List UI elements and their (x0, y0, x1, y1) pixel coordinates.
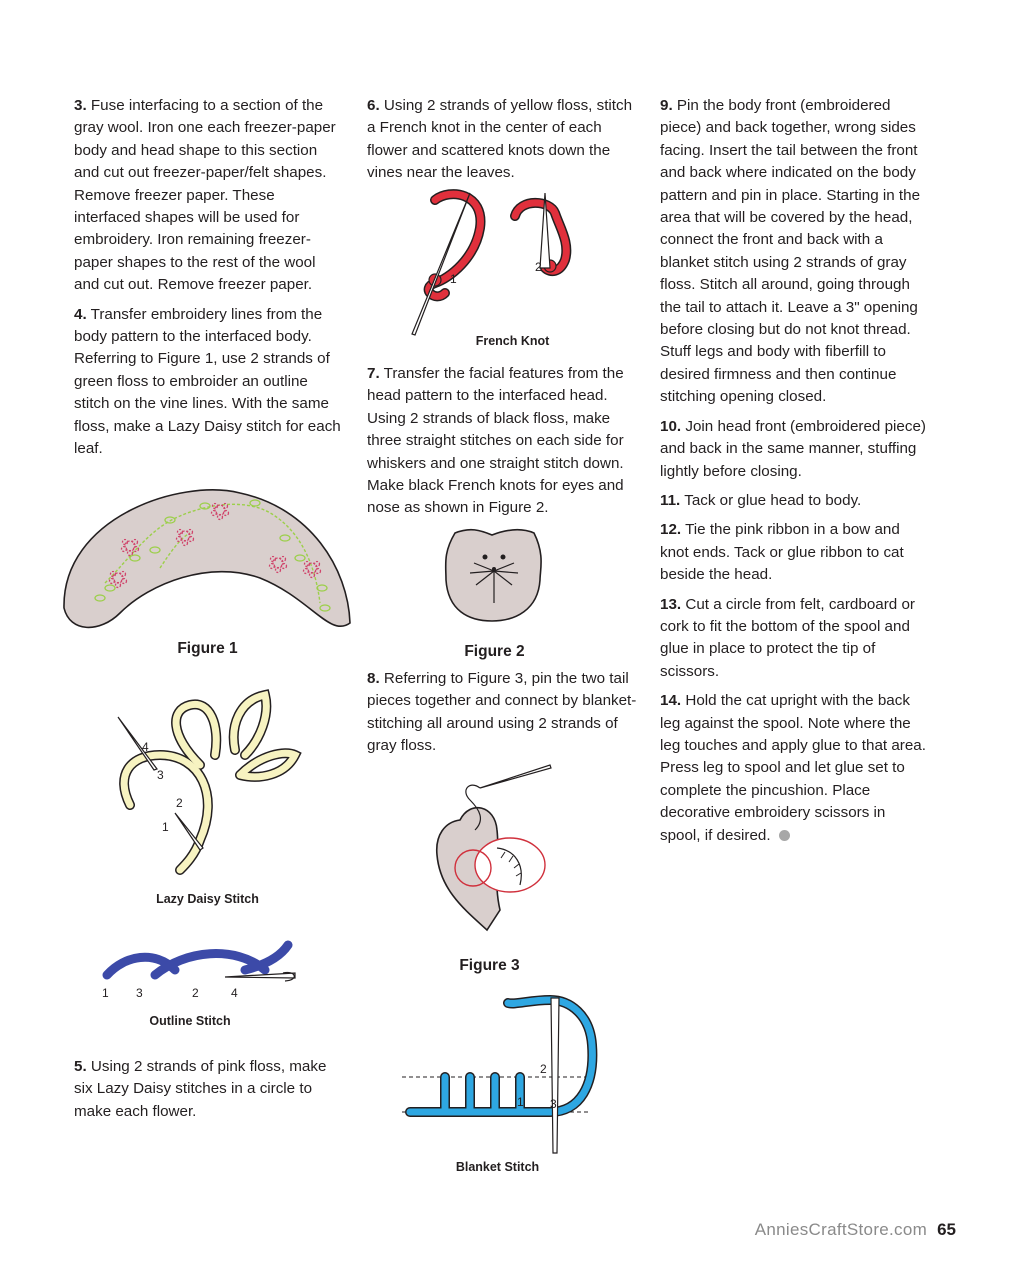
daisy-num-3: 3 (157, 768, 164, 782)
page-footer (755, 1220, 956, 1240)
needle-icon (225, 973, 295, 978)
step-7: 7. Transfer the facial features from the head pattern to the interfaced head. Using 2 strands of black floss, make three straight stitches on each side for whiskers and one straight stitch down. Make black French knots for eyes and nose as shown in Figure 2. (367, 365, 624, 517)
step-14: 14. Hold the cat upright with the back leg against the spool. Note where the leg touches and apply glue to that area. Press leg to spool and let glue set to complete the pincushion. Place decorative embroidery scissors in spool, if desired. (660, 692, 926, 844)
column-1-bottom (74, 1056, 344, 1130)
step-8: 8. Referring to Figure 3, pin the two tail pieces together and connect by blanket-stitching all around using 2 strands of gray floss. (367, 670, 637, 755)
step-5: 5. Using 2 strands of pink floss, make six Lazy Daisy stitches in a circle to make each flower. (74, 1058, 327, 1120)
figure-1-embroidered-body (60, 488, 360, 638)
body-shape (64, 490, 350, 628)
daisy-num-1: 1 (162, 820, 169, 834)
footer-site: AnniesCraftStore.com (754, 1220, 928, 1239)
knot-num-1: 1 (450, 272, 457, 286)
blanket-num-2: 2 (540, 1062, 547, 1076)
tail-detail-circle (475, 838, 545, 892)
step-4: 4. Transfer embroidery lines from the body pattern to the interfaced body. Referring to Figure 1, use 2 strands of green floss to embroider an outline stitch on the vine lines. With the same floss, make a Lazy Daisy stitch for each leaf. (74, 305, 341, 458)
outline-stitch-diagram (95, 935, 315, 1005)
step-6: 6. Using 2 strands of yellow floss, stitch a French knot in the center of each flower and scattered knots down the vines near the leaves. (367, 97, 633, 182)
step-11: 11. Tack or glue head to body. (660, 491, 862, 509)
column-3 (660, 95, 930, 854)
french-knot-diagram (400, 188, 600, 338)
french-knot-caption: French Knot (475, 334, 550, 348)
figure-2-cat-head (440, 525, 550, 625)
figure-3-tail (425, 760, 565, 935)
step-12: 12. Tie the pink ribbon in a bow and knot ends. Tack or glue ribbon to cat beside the head. (660, 521, 904, 584)
blanket-stitch-diagram (400, 995, 600, 1160)
figure-3-caption: Figure 3 (459, 957, 520, 974)
column-1-top (74, 95, 344, 468)
column-2-top (367, 95, 637, 192)
blanket-num-1: 1 (517, 1095, 524, 1109)
blanket-num-3: 3 (550, 1097, 557, 1111)
lazy-daisy-caption: Lazy Daisy Stitch (156, 892, 259, 906)
needle-icon (118, 717, 203, 850)
outline-num-1: 1 (102, 986, 109, 1000)
needle-icon (551, 998, 559, 1153)
column-2-lower (367, 668, 637, 765)
outline-num-3: 3 (136, 986, 143, 1000)
page-number: 65 (937, 1220, 956, 1239)
step-10: 10. Join head front (embroidered piece) and back in the same manner, stuffing lightly before closing. (660, 417, 926, 480)
blanket-thread (410, 1000, 592, 1112)
outline-num-4: 4 (231, 986, 238, 1000)
knot-num-2: 2 (535, 260, 542, 274)
needle-icon (480, 765, 551, 788)
column-2-mid (367, 363, 637, 527)
step-13: 13. Cut a circle from felt, cardboard or cork to fit the bottom of the spool and glue in place to protect the tip of scissors. (660, 595, 915, 680)
figure-1-caption: Figure 1 (177, 640, 238, 657)
daisy-num-2: 2 (176, 796, 183, 810)
step-3: 3. Fuse interfacing to a section of the gray wool. Iron one each freezer-paper body and head shape to this section and cut out freezer-paper/felt shapes. Remove freezer paper. These interfaced shapes will be used for embroidery. Iron remaining freezer-paper shapes to the rest of the wool and cut out. Remove freezer paper. (74, 97, 336, 294)
daisy-num-4: 4 (142, 740, 149, 754)
daisy-loop-1 (124, 755, 208, 870)
outline-stitch-caption: Outline Stitch (149, 1014, 231, 1028)
end-dot-icon (779, 830, 790, 841)
step-9: 9. Pin the body front (embroidered piece) and back together, wrong sides facing. Insert the tail between the front and back where indicated on the body pattern and pin in place. Starting in the area that will be covered by the head, connect the front and back with a blanket stitch using 2 strands of gray floss. Stitch all around, going through the tail to attach it. Leave a 3" opening before closing but do not knot thread. Stuff legs and body with fiberfill to desired firmness and then continue stitching opening closed. (660, 97, 921, 406)
figure-2-caption: Figure 2 (464, 643, 525, 660)
lazy-daisy-diagram (110, 685, 310, 885)
outline-num-2: 2 (192, 986, 199, 1000)
blanket-stitch-caption: Blanket Stitch (455, 1160, 540, 1174)
